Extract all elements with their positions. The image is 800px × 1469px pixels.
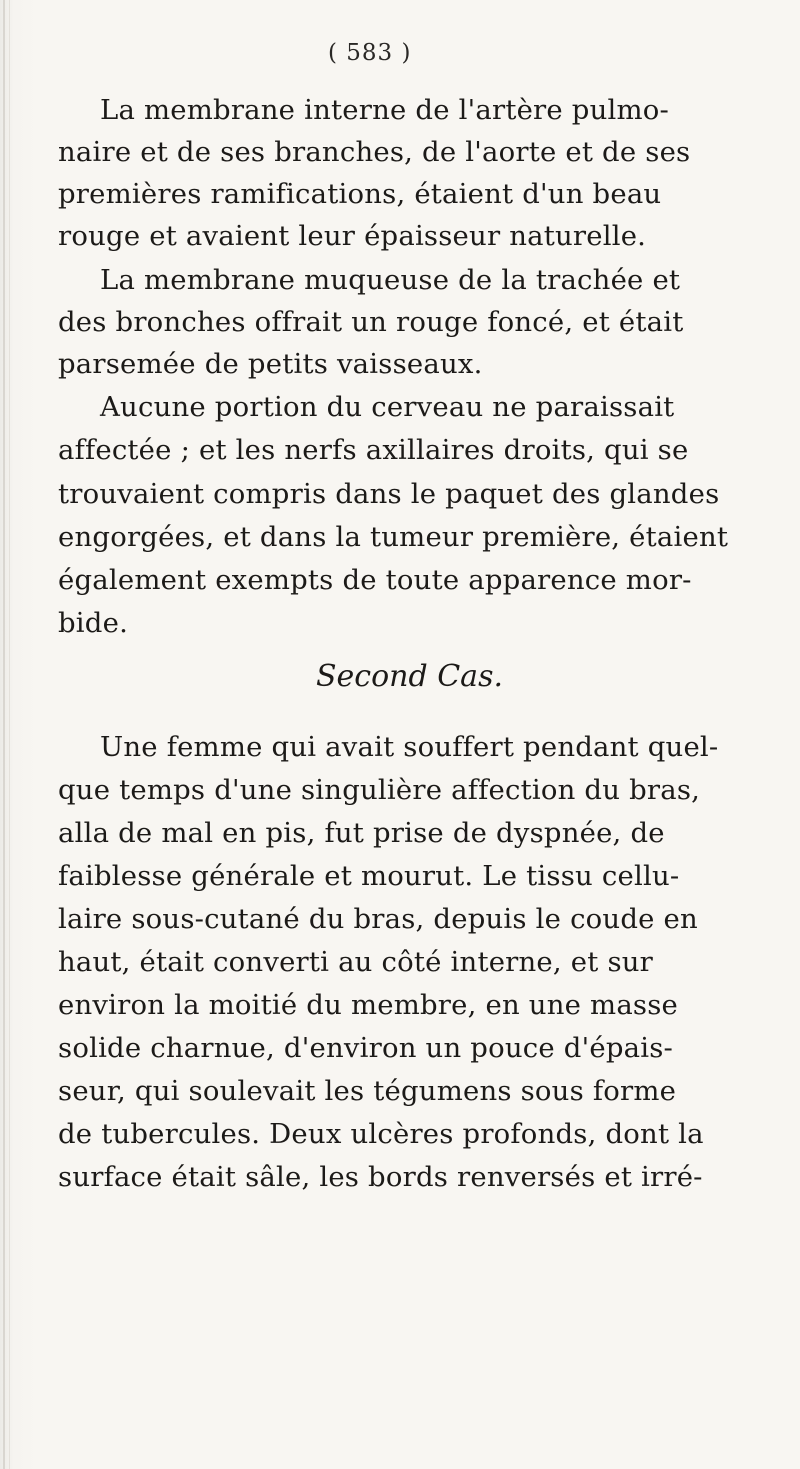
paragraph-3-line-2: affectée ; et les nerfs axillaires droits, qui se [58, 434, 689, 466]
case-paragraph-line-1: Une femme qui avait souffert pendant quel- [100, 731, 719, 763]
paragraph-3-line-5: également exempts de toute apparence mor- [58, 564, 692, 596]
page-gutter-edge [3, 0, 5, 1469]
paragraph-3-line-1: Aucune portion du cerveau ne paraissait [100, 391, 675, 423]
paragraph-1-line-2: naire et de ses branches, de l'aorte et de ses [58, 136, 691, 168]
paragraph-1-line-1: La membrane interne de l'artère pulmo- [100, 94, 670, 126]
case-paragraph-line-11: surface était sâle, les bords renversés et irré- [58, 1161, 703, 1193]
paragraph-1-line-4: rouge et avaient leur épaisseur naturelle. [58, 220, 647, 252]
case-paragraph-line-5: laire sous-cutané du bras, depuis le coude en [58, 903, 698, 935]
case-paragraph-line-10: de tubercules. Deux ulcères profonds, dont la [58, 1118, 704, 1150]
case-paragraph-line-2: que temps d'une singulière affection du bras, [58, 774, 701, 806]
paragraph-3-line-4: engorgées, et dans la tumeur première, étaient [58, 521, 729, 553]
case-paragraph-line-9: seur, qui soulevait les tégumens sous forme [58, 1075, 677, 1107]
page-gutter-shadow [9, 0, 10, 1469]
case-paragraph-line-4: faiblesse générale et mourut. Le tissu cellu- [58, 860, 680, 892]
paragraph-2-line-3: parsemée de petits vaisseaux. [58, 348, 483, 380]
paragraph-1-line-3: premières ramifications, étaient d'un beau [58, 178, 662, 210]
paragraph-2-line-2: des bronches offrait un rouge foncé, et était [58, 306, 684, 338]
case-paragraph-line-7: environ la moitié du membre, en une masse [58, 989, 679, 1021]
section-heading: Second Cas. [316, 659, 504, 694]
case-paragraph-line-8: solide charnue, d'environ un pouce d'épais- [58, 1032, 674, 1064]
case-paragraph-line-3: alla de mal en pis, fut prise de dyspnée, de [58, 817, 665, 849]
paragraph-2-line-1: La membrane muqueuse de la trachée et [100, 264, 681, 296]
page-number: ( 583 ) [328, 40, 412, 66]
case-paragraph-line-6: haut, était converti au côté interne, et sur [58, 946, 654, 978]
paragraph-3-line-3: trouvaient compris dans le paquet des glandes [58, 478, 720, 510]
paragraph-3-line-6: bide. [58, 607, 129, 639]
